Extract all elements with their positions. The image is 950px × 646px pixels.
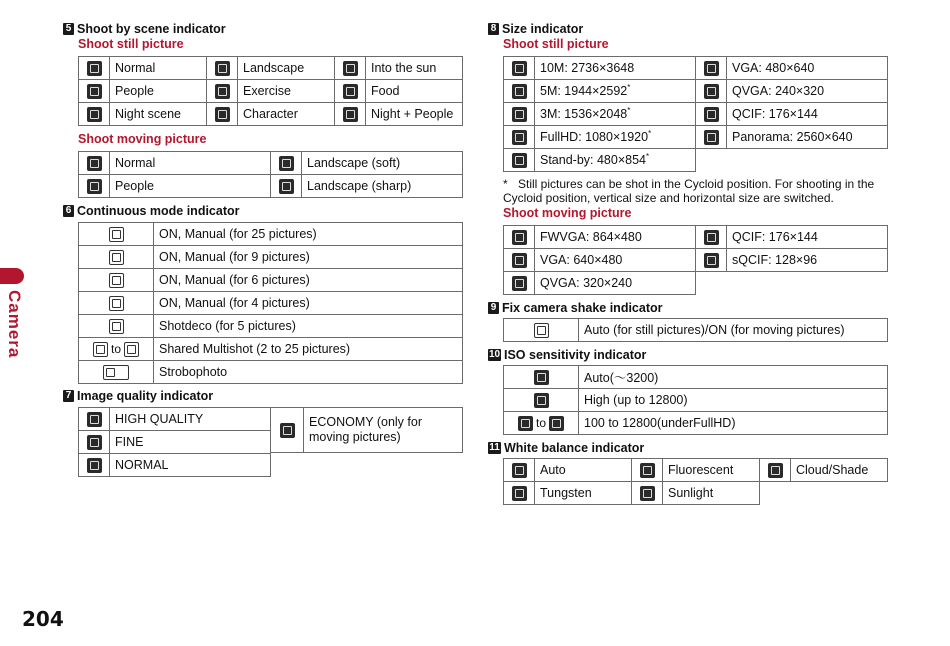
white-balance-table-row1 bbox=[503, 458, 888, 482]
size-label: VGA: 480×640 bbox=[727, 57, 888, 80]
iso-12800-icon bbox=[549, 416, 564, 431]
movie-landscape-soft-icon bbox=[279, 156, 294, 171]
mode-label: ON, Manual (for 25 pictures) bbox=[154, 223, 463, 246]
size-qcif-icon bbox=[704, 107, 719, 122]
continuous-25-icon bbox=[109, 227, 124, 242]
table-row bbox=[504, 272, 696, 295]
table-row bbox=[696, 80, 888, 103]
fix-shake-table bbox=[503, 318, 888, 342]
s5-moving-subtitle: Shoot moving picture bbox=[78, 132, 207, 146]
section-10-title: ISO sensitivity indicator bbox=[504, 347, 647, 362]
size-label: VGA: 640×480 bbox=[535, 249, 696, 272]
size-footnote bbox=[503, 178, 888, 205]
continuous-6-icon bbox=[109, 273, 124, 288]
wb-label: Cloud/Shade bbox=[791, 459, 888, 482]
scene-exercise-icon bbox=[215, 84, 230, 99]
table-row bbox=[79, 246, 463, 269]
size-label: 10M: 2736×3648 bbox=[535, 57, 696, 80]
iso-100-icon bbox=[518, 416, 533, 431]
scene-label: Landscape (soft) bbox=[302, 152, 463, 175]
table-row bbox=[696, 126, 888, 149]
wb-label: Tungsten bbox=[535, 482, 632, 505]
scene-character-icon bbox=[215, 107, 230, 122]
section-7-title: Image quality indicator bbox=[77, 388, 214, 403]
table-row bbox=[504, 126, 696, 149]
iso-high-icon bbox=[534, 393, 549, 408]
size-label bbox=[535, 126, 696, 149]
scene-label: Into the sun bbox=[366, 57, 463, 80]
size-label-text: Stand-by: 480×854 bbox=[540, 153, 646, 168]
white-balance-table-row2 bbox=[503, 481, 760, 505]
size-standby-icon bbox=[512, 153, 527, 168]
size-label: QCIF: 176×144 bbox=[727, 226, 888, 249]
table-row bbox=[271, 408, 463, 453]
table-row bbox=[79, 361, 463, 384]
table-row bbox=[504, 482, 760, 505]
range-to-text: to bbox=[535, 416, 546, 431]
section-10-heading bbox=[488, 347, 646, 362]
footnote-star: * bbox=[503, 177, 508, 191]
table-row bbox=[504, 459, 888, 482]
size-still-left-table bbox=[503, 56, 696, 172]
s8-still-subtitle: Shoot still picture bbox=[503, 37, 609, 51]
movie-normal-icon bbox=[87, 156, 102, 171]
chapter-side-label: Camera bbox=[5, 290, 24, 359]
s5-still-subtitle: Shoot still picture bbox=[78, 37, 184, 51]
section-8-heading bbox=[488, 21, 583, 36]
size-label-text: 5M: 1944×2592 bbox=[540, 84, 628, 99]
table-row bbox=[504, 149, 696, 172]
table-row bbox=[504, 412, 888, 435]
section-9-heading bbox=[488, 300, 663, 315]
movie-qvga-icon bbox=[512, 276, 527, 291]
section-9-number: 9 bbox=[488, 302, 499, 314]
movie-fwvga-icon bbox=[512, 230, 527, 245]
size-qvga-icon bbox=[704, 84, 719, 99]
wb-auto-icon bbox=[512, 463, 527, 478]
scene-label: People bbox=[110, 80, 207, 103]
range-to-text: to bbox=[110, 342, 121, 357]
table-row bbox=[79, 315, 463, 338]
wb-sunlight-icon bbox=[640, 486, 655, 501]
section-11-title: White balance indicator bbox=[504, 440, 645, 455]
iso-auto-icon bbox=[534, 370, 549, 385]
table-row bbox=[504, 57, 696, 80]
image-quality-table bbox=[78, 407, 271, 477]
table-row bbox=[79, 223, 463, 246]
footnote-mark: * bbox=[627, 106, 631, 116]
table-row bbox=[696, 57, 888, 80]
movie-landscape-sharp-icon bbox=[279, 179, 294, 194]
section-8-number: 8 bbox=[488, 23, 499, 35]
section-5-title: Shoot by scene indicator bbox=[77, 21, 226, 36]
scene-label: Food bbox=[366, 80, 463, 103]
scene-landscape-icon bbox=[215, 61, 230, 76]
multishot-25-icon bbox=[124, 342, 139, 357]
wb-cloud-icon bbox=[768, 463, 783, 478]
iso-table bbox=[503, 365, 888, 435]
scene-food-icon bbox=[343, 84, 358, 99]
table-row bbox=[79, 57, 463, 80]
table-row bbox=[79, 80, 463, 103]
quality-fine-icon bbox=[87, 435, 102, 450]
size-moving-left-table bbox=[503, 225, 696, 295]
table-row bbox=[79, 454, 271, 477]
scene-label: Exercise bbox=[238, 80, 335, 103]
scene-label: Landscape (sharp) bbox=[302, 175, 463, 198]
shake-label: Auto (for still pictures)/ON (for moving pictures) bbox=[579, 319, 888, 342]
table-row bbox=[79, 408, 271, 431]
size-panorama-icon bbox=[704, 130, 719, 145]
table-row bbox=[696, 226, 888, 249]
wb-label: Sunlight bbox=[663, 482, 760, 505]
size-label-text: 3M: 1536×2048 bbox=[540, 107, 628, 122]
table-row bbox=[696, 249, 888, 272]
shake-fix-icon bbox=[534, 323, 549, 338]
footnote-mark: * bbox=[648, 129, 652, 139]
scene-label: Landscape bbox=[238, 57, 335, 80]
mode-label: ON, Manual (for 4 pictures) bbox=[154, 292, 463, 315]
scene-label: Character bbox=[238, 103, 335, 126]
scene-people-icon bbox=[87, 84, 102, 99]
quality-normal-icon bbox=[87, 458, 102, 473]
size-10m-icon bbox=[512, 61, 527, 76]
quality-label: NORMAL bbox=[110, 454, 271, 477]
size-moving-right-table bbox=[695, 225, 888, 272]
section-11-heading bbox=[488, 440, 644, 455]
mode-label: Strobophoto bbox=[154, 361, 463, 384]
size-label bbox=[535, 103, 696, 126]
table-row bbox=[79, 175, 463, 198]
size-label: Panorama: 2560×640 bbox=[727, 126, 888, 149]
size-vga-icon bbox=[704, 61, 719, 76]
footnote-mark: * bbox=[646, 152, 650, 162]
iso-label: High (up to 12800) bbox=[579, 389, 888, 412]
wb-label: Fluorescent bbox=[663, 459, 760, 482]
scene-night-people-icon bbox=[343, 107, 358, 122]
table-row bbox=[79, 338, 463, 361]
shotdeco-icon bbox=[109, 319, 124, 334]
image-quality-economy-table bbox=[270, 407, 463, 453]
movie-people-icon bbox=[87, 179, 102, 194]
chapter-tab-marker bbox=[0, 268, 24, 284]
quality-label: HIGH QUALITY bbox=[110, 408, 271, 431]
size-3m-icon bbox=[512, 107, 527, 122]
scene-label: Night + People bbox=[366, 103, 463, 126]
footnote-mark: * bbox=[627, 83, 631, 93]
quality-high-icon bbox=[87, 412, 102, 427]
page-number: 204 bbox=[22, 607, 64, 631]
iso-label: Auto(〜3200) bbox=[579, 366, 888, 389]
scene-normal-icon bbox=[87, 61, 102, 76]
scene-night-icon bbox=[87, 107, 102, 122]
scene-label: Night scene bbox=[110, 103, 207, 126]
strobophoto-icon bbox=[103, 365, 129, 380]
iso-label: 100 to 12800(underFullHD) bbox=[579, 412, 888, 435]
continuous-mode-table bbox=[78, 222, 463, 384]
multishot-2-icon bbox=[93, 342, 108, 357]
s8-moving-subtitle: Shoot moving picture bbox=[503, 206, 632, 220]
mode-label: Shotdeco (for 5 pictures) bbox=[154, 315, 463, 338]
movie-vga-icon bbox=[512, 253, 527, 268]
wb-tungsten-icon bbox=[512, 486, 527, 501]
section-6-heading bbox=[63, 203, 240, 218]
table-row bbox=[79, 103, 463, 126]
table-row bbox=[504, 249, 696, 272]
size-label bbox=[535, 80, 696, 103]
mode-label: Shared Multishot (2 to 25 pictures) bbox=[154, 338, 463, 361]
table-row bbox=[504, 226, 696, 249]
wb-label: Auto bbox=[535, 459, 632, 482]
quality-economy-icon bbox=[280, 423, 295, 438]
scene-label: Normal bbox=[110, 152, 271, 175]
size-label: QVGA: 320×240 bbox=[535, 272, 696, 295]
section-5-heading bbox=[63, 21, 226, 36]
section-6-title: Continuous mode indicator bbox=[77, 203, 240, 218]
footnote-text: Still pictures can be shot in the Cycloid position. For shooting in the Cycloid position, vertical size and horizontal size are switched. bbox=[503, 177, 875, 205]
section-8-title: Size indicator bbox=[502, 21, 584, 36]
section-6-number: 6 bbox=[63, 205, 74, 217]
movie-qcif-icon bbox=[704, 230, 719, 245]
size-still-right-table bbox=[695, 56, 888, 149]
section-11-number: 11 bbox=[489, 441, 500, 453]
size-label: QVGA: 240×320 bbox=[727, 80, 888, 103]
table-row bbox=[79, 292, 463, 315]
movie-sqcif-icon bbox=[704, 253, 719, 268]
size-label: sQCIF: 128×96 bbox=[727, 249, 888, 272]
mode-label: ON, Manual (for 9 pictures) bbox=[154, 246, 463, 269]
quality-label: FINE bbox=[110, 431, 271, 454]
section-7-heading bbox=[63, 388, 213, 403]
table-row bbox=[696, 103, 888, 126]
size-label: FWVGA: 864×480 bbox=[535, 226, 696, 249]
table-row bbox=[79, 431, 271, 454]
scene-into-the-sun-icon bbox=[343, 61, 358, 76]
size-label bbox=[535, 149, 696, 172]
size-label-text: FullHD: 1080×1920 bbox=[540, 130, 649, 145]
scene-moving-table bbox=[78, 151, 463, 198]
quality-label: ECONOMY (only for moving pictures) bbox=[304, 408, 463, 453]
size-label: QCIF: 176×144 bbox=[727, 103, 888, 126]
table-row bbox=[79, 269, 463, 292]
table-row bbox=[504, 389, 888, 412]
mode-label: ON, Manual (for 6 pictures) bbox=[154, 269, 463, 292]
continuous-4-icon bbox=[109, 296, 124, 311]
section-10-number: 10 bbox=[488, 348, 501, 360]
scene-still-table bbox=[78, 56, 463, 126]
section-7-number: 7 bbox=[63, 390, 74, 402]
section-5-number: 5 bbox=[63, 23, 74, 35]
scene-label: Normal bbox=[110, 57, 207, 80]
table-row bbox=[79, 152, 463, 175]
scene-label: People bbox=[110, 175, 271, 198]
continuous-9-icon bbox=[109, 250, 124, 265]
size-fullhd-icon bbox=[512, 130, 527, 145]
section-9-title: Fix camera shake indicator bbox=[502, 300, 663, 315]
wb-fluorescent-icon bbox=[640, 463, 655, 478]
size-5m-icon bbox=[512, 84, 527, 99]
table-row bbox=[504, 103, 696, 126]
table-row bbox=[504, 80, 696, 103]
table-row bbox=[504, 319, 888, 342]
table-row bbox=[504, 366, 888, 389]
